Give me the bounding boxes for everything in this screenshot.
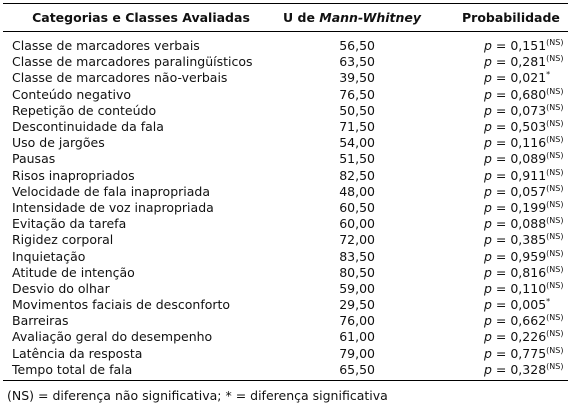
row-probability xyxy=(454,119,568,135)
p-value: = 0,911 xyxy=(491,167,547,183)
row-u-value: 56,50 xyxy=(339,38,375,54)
row-u-value: 60,00 xyxy=(339,216,375,232)
p-letter: p xyxy=(484,135,492,151)
table-row xyxy=(3,54,568,70)
significance-marker: (NS) xyxy=(546,313,564,323)
row-category: Uso de jargões xyxy=(12,135,105,151)
p-letter: p xyxy=(484,361,492,377)
row-probability xyxy=(454,281,568,297)
row-probability xyxy=(454,168,568,184)
row-u-value: 61,00 xyxy=(339,329,375,345)
row-u-value: 72,00 xyxy=(339,232,375,248)
row-probability xyxy=(454,346,568,362)
row-probability xyxy=(454,200,568,216)
p-value: = 0,088 xyxy=(491,216,547,232)
p-value: = 0,005 xyxy=(491,297,547,313)
table-row xyxy=(3,248,568,264)
table-row xyxy=(3,87,568,103)
table-footnote: (NS) = diferença não significativa; * = diferença significativa xyxy=(7,388,388,403)
row-u-value: 29,50 xyxy=(339,297,375,313)
row-probability xyxy=(454,329,568,345)
table-row xyxy=(3,216,568,232)
significance-marker: (NS) xyxy=(546,345,564,355)
p-value: = 0,199 xyxy=(491,199,547,215)
row-probability xyxy=(454,248,568,264)
p-letter: p xyxy=(484,151,492,167)
p-letter: p xyxy=(484,345,492,361)
significance-marker: (NS) xyxy=(546,361,564,371)
row-category: Atitude de intenção xyxy=(12,264,135,280)
p-value: = 0,281 xyxy=(491,54,547,70)
results-table xyxy=(3,3,568,381)
row-category: Evitação da tarefa xyxy=(12,216,127,232)
row-probability xyxy=(454,70,568,86)
row-category: Conteúdo negativo xyxy=(12,86,131,102)
p-letter: p xyxy=(484,102,492,118)
row-u-value: 76,50 xyxy=(339,86,375,102)
row-probability xyxy=(454,151,568,167)
header-mw-italic: Mann-Whitney xyxy=(319,10,422,25)
table-row xyxy=(3,329,568,345)
row-u-value: 54,00 xyxy=(339,135,375,151)
row-category: Pausas xyxy=(12,151,56,167)
p-letter: p xyxy=(484,280,492,296)
header-probability: Probabilidade xyxy=(454,4,568,32)
significance-marker: (NS) xyxy=(546,86,564,96)
row-category: Latência da resposta xyxy=(12,345,143,361)
row-probability xyxy=(454,54,568,70)
row-u-value: 76,00 xyxy=(339,313,375,329)
p-letter: p xyxy=(484,167,492,183)
row-category: Inquietação xyxy=(12,248,86,264)
p-value: = 0,503 xyxy=(491,119,547,135)
significance-marker: (NS) xyxy=(546,54,564,64)
p-letter: p xyxy=(484,38,492,54)
significance-marker: (NS) xyxy=(546,183,564,193)
table-row xyxy=(3,151,568,167)
table-row xyxy=(3,362,568,381)
p-value: = 0,089 xyxy=(491,151,547,167)
table-row xyxy=(3,281,568,297)
row-probability xyxy=(454,184,568,200)
row-category: Tempo total de fala xyxy=(3,362,279,381)
significance-marker: (NS) xyxy=(546,329,564,339)
row-category: Classe de marcadores paralingüísticos xyxy=(12,54,253,70)
p-value: = 0,073 xyxy=(491,102,547,118)
row-category: Descontinuidade da fala xyxy=(12,119,164,135)
significance-marker: (NS) xyxy=(546,216,564,225)
row-category: Intensidade de voz inapropriada xyxy=(12,199,214,215)
row-probability xyxy=(454,32,568,55)
p-letter: p xyxy=(484,199,492,215)
row-probability xyxy=(454,265,568,281)
header-mann-whitney xyxy=(279,4,454,32)
results-table-container xyxy=(3,3,568,381)
p-letter: p xyxy=(484,329,492,345)
row-u-value: 39,50 xyxy=(339,70,375,86)
table-body xyxy=(3,32,568,381)
row-category: Avaliação geral do desempenho xyxy=(12,329,213,345)
p-letter: p xyxy=(484,297,492,313)
significance-marker: (NS) xyxy=(546,248,564,258)
table-row xyxy=(3,346,568,362)
row-u-value: 79,00 xyxy=(339,345,375,361)
table-row xyxy=(3,232,568,248)
significance-marker: (NS) xyxy=(546,167,564,177)
row-category: Risos inapropriados xyxy=(12,167,135,183)
row-category: Barreiras xyxy=(12,313,69,329)
row-probability xyxy=(454,232,568,248)
row-u-value: 63,50 xyxy=(339,54,375,70)
row-probability xyxy=(454,313,568,329)
p-value: = 0,816 xyxy=(491,264,547,280)
significance-marker: (NS) xyxy=(546,102,564,112)
p-letter: p xyxy=(484,86,492,102)
row-category: Repetição de conteúdo xyxy=(12,102,157,118)
p-value: = 0,662 xyxy=(491,313,547,329)
row-u-value: 60,50 xyxy=(339,199,375,215)
p-value: = 0,057 xyxy=(491,183,547,199)
table-row xyxy=(3,313,568,329)
p-value: = 0,151 xyxy=(491,38,547,54)
p-letter: p xyxy=(484,54,492,70)
table-row xyxy=(3,103,568,119)
row-u-value: 71,50 xyxy=(339,119,375,135)
row-u-value: 80,50 xyxy=(339,264,375,280)
row-u-value: 83,50 xyxy=(339,248,375,264)
row-category: Desvio do olhar xyxy=(12,280,110,296)
row-category: Rigidez corporal xyxy=(12,232,114,248)
p-letter: p xyxy=(484,119,492,135)
header-row xyxy=(3,4,568,32)
row-probability xyxy=(454,87,568,103)
row-u-value: 82,50 xyxy=(339,167,375,183)
row-probability xyxy=(454,135,568,151)
p-value: = 0,385 xyxy=(491,232,547,248)
table-row xyxy=(3,168,568,184)
significance-marker: (NS) xyxy=(546,232,564,242)
significance-marker: (NS) xyxy=(546,118,564,128)
row-probability xyxy=(454,216,568,232)
row-probability xyxy=(454,103,568,119)
significance-marker: (NS) xyxy=(546,151,564,161)
p-letter: p xyxy=(484,216,492,232)
table-row xyxy=(3,135,568,151)
row-u-value: 59,00 xyxy=(339,280,375,296)
p-letter: p xyxy=(484,313,492,329)
p-letter: p xyxy=(484,248,492,264)
header-mw-prefix: U de xyxy=(283,10,320,25)
table-row xyxy=(3,297,568,313)
row-category: Movimentos faciais de desconforto xyxy=(12,297,231,313)
row-category: Classe de marcadores verbais xyxy=(12,38,200,54)
p-value: = 0,328 xyxy=(491,361,547,377)
significance-marker: * xyxy=(546,70,551,80)
p-value: = 0,021 xyxy=(491,70,547,86)
p-value: = 0,959 xyxy=(491,248,547,264)
p-letter: p xyxy=(484,183,492,199)
row-category: Classe de marcadores não-verbais xyxy=(12,70,228,86)
p-value: = 0,775 xyxy=(491,345,547,361)
significance-marker: (NS) xyxy=(546,264,564,274)
row-u-value: 50,50 xyxy=(339,102,375,118)
significance-marker: * xyxy=(546,296,551,306)
p-value: = 0,110 xyxy=(491,280,547,296)
p-letter: p xyxy=(484,264,492,280)
table-row xyxy=(3,32,568,55)
p-letter: p xyxy=(484,70,492,86)
p-value: = 0,680 xyxy=(491,86,547,102)
row-u-value: 65,50 xyxy=(279,362,454,381)
row-probability xyxy=(454,297,568,313)
significance-marker: (NS) xyxy=(546,199,564,209)
table-row xyxy=(3,184,568,200)
header-category: Categorias e Classes Avaliadas xyxy=(3,4,279,32)
p-value: = 0,116 xyxy=(491,135,547,151)
significance-marker: (NS) xyxy=(546,37,564,47)
row-u-value: 51,50 xyxy=(339,151,375,167)
table-row xyxy=(3,265,568,281)
p-value: = 0,226 xyxy=(491,329,547,345)
row-u-value: 48,00 xyxy=(339,183,375,199)
row-category: Velocidade de fala inapropriada xyxy=(12,183,210,199)
table-row xyxy=(3,119,568,135)
row-probability xyxy=(454,362,568,381)
significance-marker: (NS) xyxy=(546,280,564,290)
table-header xyxy=(3,4,568,32)
table-row xyxy=(3,200,568,216)
table-row xyxy=(3,70,568,86)
p-letter: p xyxy=(484,232,492,248)
significance-marker: (NS) xyxy=(546,135,564,145)
